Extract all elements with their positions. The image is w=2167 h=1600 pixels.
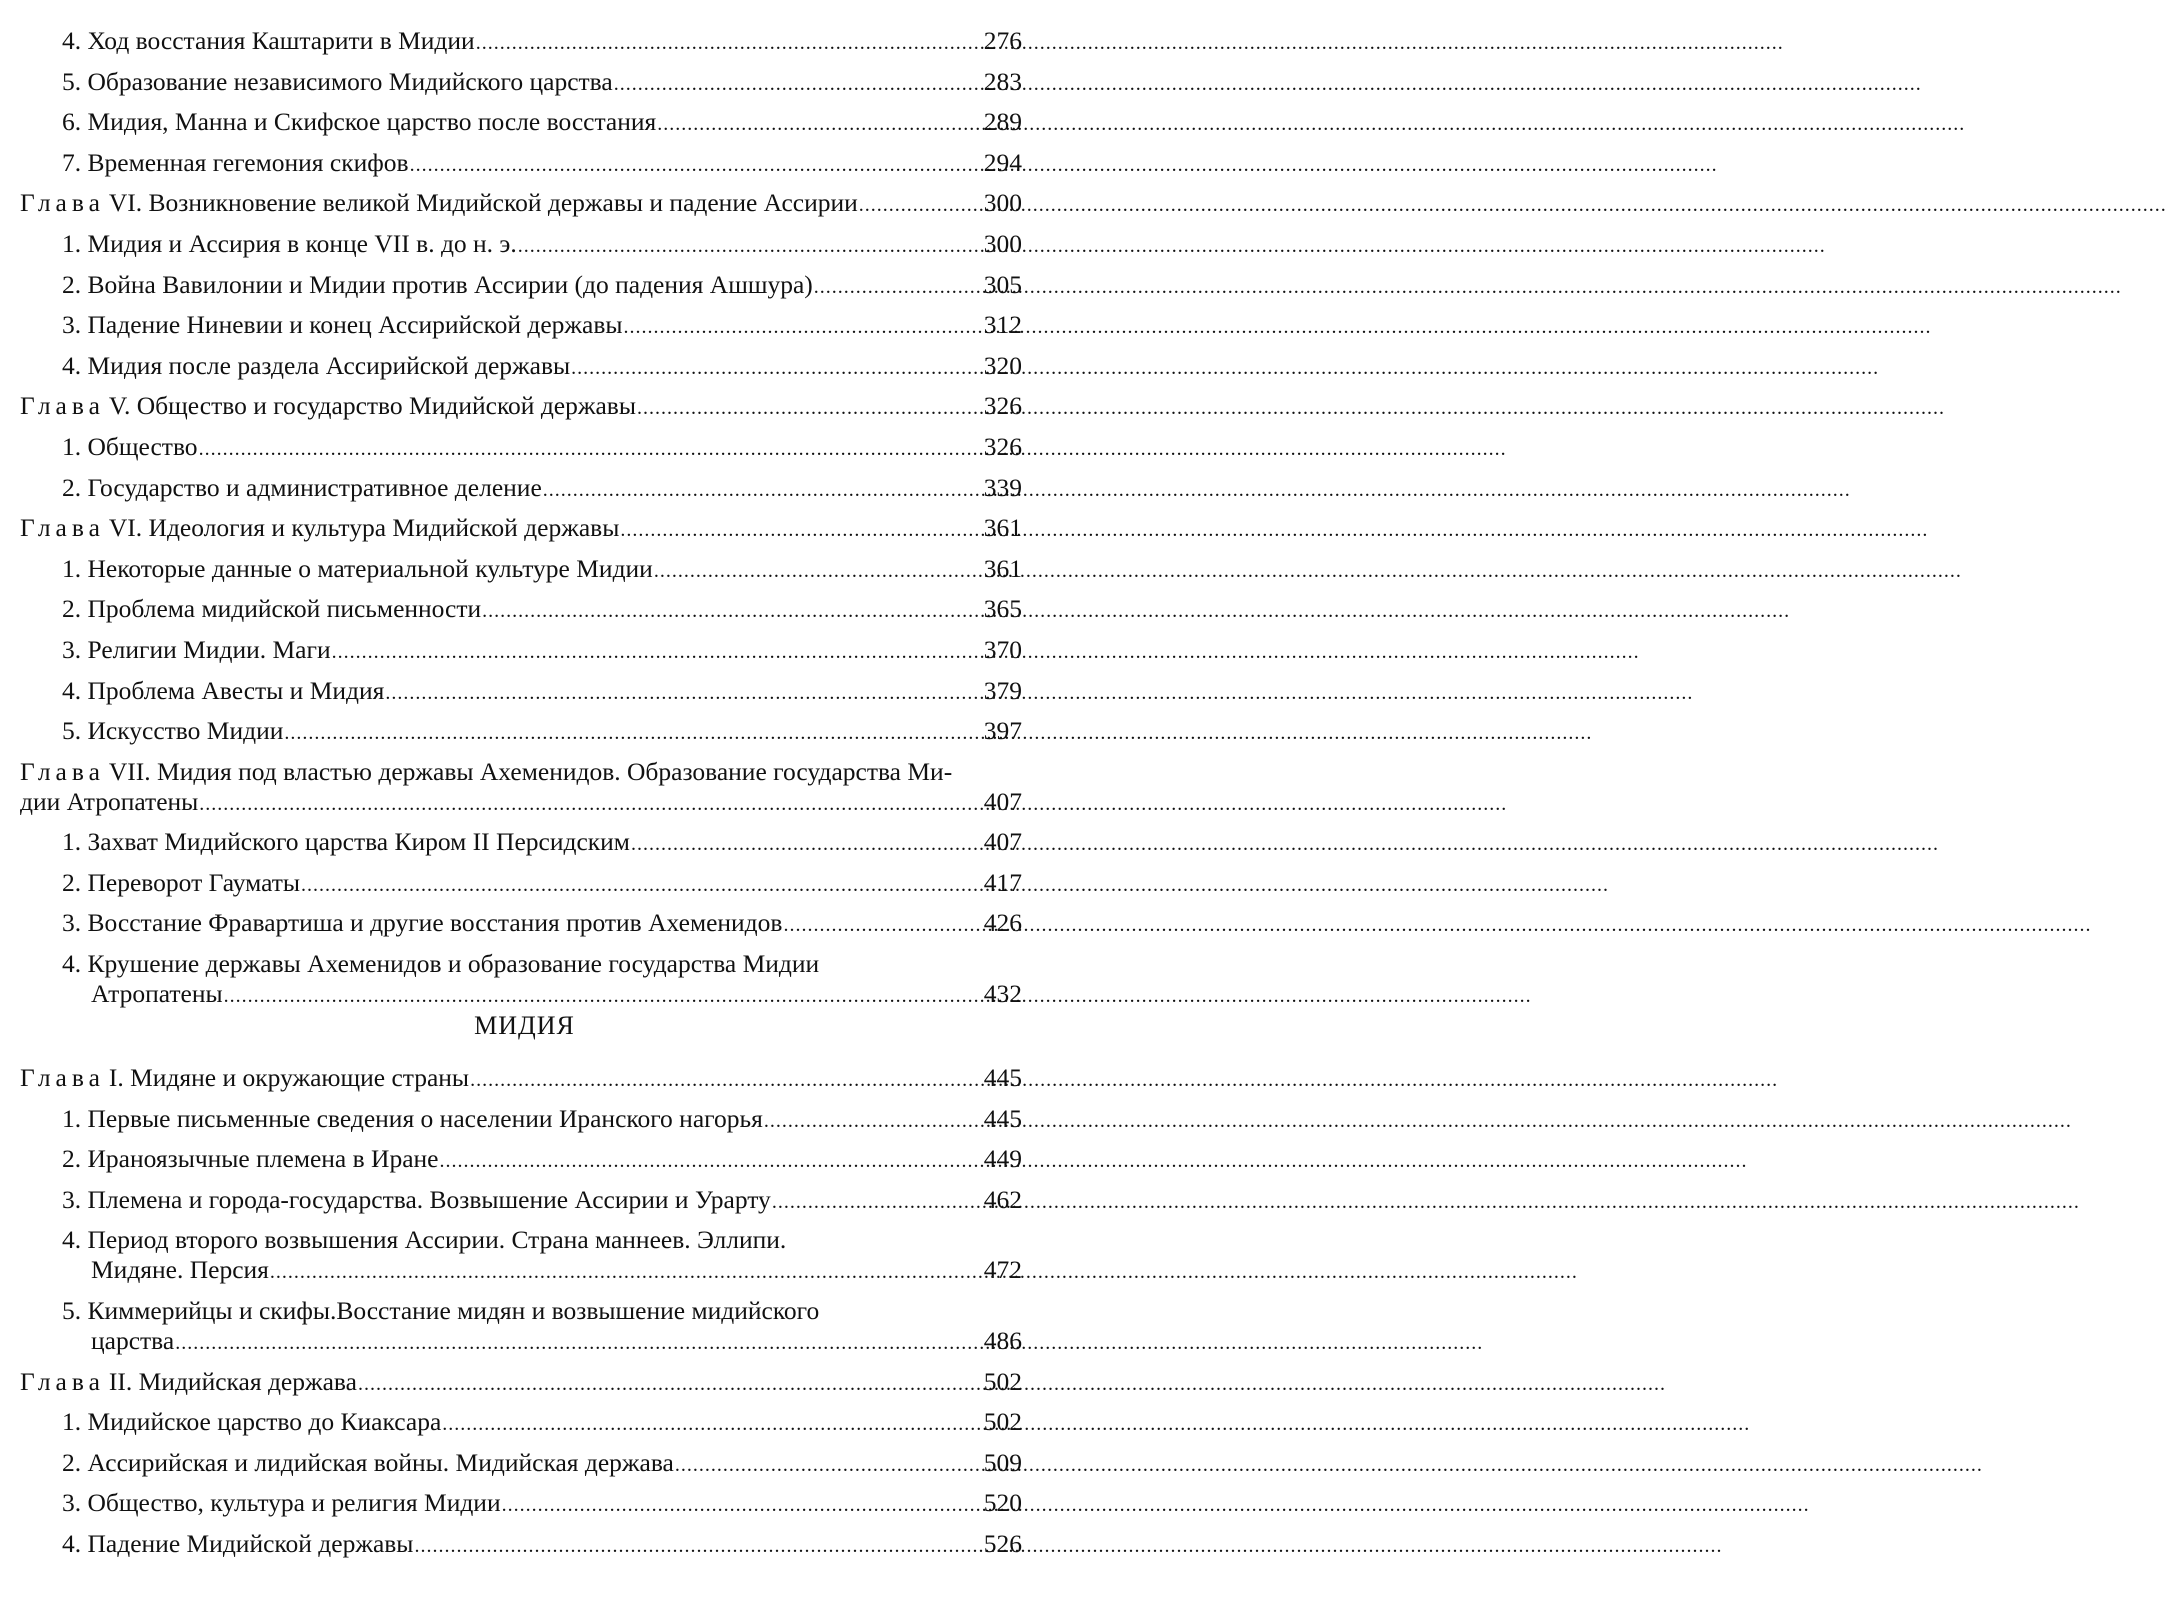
toc-entry-first-line [62, 949, 1022, 979]
toc-entry-title [20, 513, 619, 543]
toc-entry-line [62, 1448, 1022, 1480]
dot-leader [772, 1185, 983, 1217]
toc-entry-line [20, 391, 1022, 423]
toc-section-entry [20, 594, 1022, 626]
toc-entry-title-part: 4. Период второго возвышения Ассирии. Страна маннеев. Эллипи. [62, 1225, 787, 1255]
part-heading: МИДИЯ [474, 1011, 575, 1040]
toc-entry-title [62, 67, 613, 97]
toc-entry-line [62, 868, 1022, 900]
toc-entry-title [62, 432, 198, 462]
toc-entry-text: 1. Первые письменные сведения о населении Иранского нагорья [62, 1103, 763, 1133]
toc-entry-line [62, 1144, 1022, 1176]
toc-entry-title [62, 1144, 438, 1174]
toc-entry-text: 5. Образование независимого Мидийского царства [62, 66, 613, 96]
toc-entry-title [62, 351, 570, 381]
toc-entry-text: 3. Восстание Фравартиша и другие восстания против Ахеменидов [62, 908, 783, 938]
toc-entry-text: дии Атропатены [20, 786, 199, 816]
toc-entry-text: 2. Война Вавилонии и Мидии против Ассирии (до падения Ашшура) [62, 269, 813, 299]
toc-section-entry [20, 473, 1022, 505]
toc-entry-line [62, 67, 1022, 99]
toc-chapter-entry [20, 188, 1022, 220]
toc-entry-line [62, 229, 1022, 261]
toc-entry-line [62, 270, 1022, 302]
toc-entry-line [20, 1063, 1022, 1095]
page-number: 407 [983, 786, 1022, 816]
toc-entry-text: 3. Религии Мидии. Маги [62, 634, 331, 664]
toc-entry-title [62, 1448, 674, 1478]
toc-entry-title [62, 107, 656, 137]
dot-leader [270, 1255, 983, 1287]
page-number: 361 [983, 553, 1022, 583]
toc-section-entry [20, 26, 1022, 58]
toc-entry-title [20, 787, 198, 817]
dot-leader [470, 1063, 983, 1095]
toc-entry-first-line [62, 1225, 1022, 1255]
chapter-label: Глава [20, 756, 105, 786]
toc-section-entry [20, 351, 1022, 383]
toc-entry-line [62, 716, 1022, 748]
dot-leader [476, 26, 983, 58]
dot-leader [764, 1104, 983, 1136]
dot-leader [410, 148, 983, 180]
toc-entry-text: 3. Падение Ниневии и конец Ассирийской державы [62, 310, 623, 340]
dot-leader [358, 1367, 983, 1399]
dot-leader [571, 351, 983, 383]
page-number: 320 [983, 350, 1022, 380]
toc-entry-title [62, 1529, 413, 1559]
toc-entry-line [62, 1185, 1022, 1217]
page-number: 370 [983, 634, 1022, 664]
toc-section-entry [20, 868, 1022, 900]
page-number: 326 [983, 391, 1022, 421]
toc-entry-title [62, 1488, 501, 1518]
toc-entry-title [62, 908, 782, 938]
toc-entry-line [62, 1255, 1022, 1287]
dot-leader [482, 594, 983, 626]
chapter-label: Глава [20, 1366, 105, 1396]
page-number: 289 [983, 107, 1022, 137]
toc-entry-text: 7. Временная гегемония скифов [62, 147, 409, 177]
page-number: 445 [983, 1103, 1022, 1133]
toc-entry-first-line [20, 757, 1022, 787]
toc-entry-title [62, 1255, 269, 1285]
toc-entry-title [20, 188, 858, 218]
toc-entry-text: 3. Племена и города-государства. Возвышение Ассирии и Урарту [62, 1184, 771, 1214]
page-number: 486 [983, 1325, 1022, 1355]
toc-section-entry [20, 1144, 1022, 1176]
toc-entry-text: 3. Общество, культура и религия Мидии [62, 1488, 501, 1518]
page-number: 339 [983, 472, 1022, 502]
toc-entry-text: Атропатены [91, 979, 223, 1009]
toc-section-entry [20, 1407, 1022, 1439]
page-number: 462 [983, 1184, 1022, 1214]
toc-entry-line [20, 787, 1022, 819]
page-number: 426 [983, 908, 1022, 938]
toc-section-entry [20, 229, 1022, 261]
toc-section-entry [20, 67, 1022, 99]
chapter-label: Глава [20, 188, 105, 218]
toc-section-entry [20, 107, 1022, 139]
toc-entry-title [62, 676, 384, 706]
toc-entry-title [20, 391, 636, 421]
page-number: 417 [983, 867, 1022, 897]
page-number: 326 [983, 431, 1022, 461]
dot-leader [631, 827, 983, 859]
page-number: 305 [983, 269, 1022, 299]
toc-section-entry [20, 1448, 1022, 1480]
toc-entry-title [20, 1367, 357, 1397]
toc-section-entry [20, 635, 1022, 667]
dot-leader [675, 1448, 983, 1480]
toc-entry-text: I. Мидяне и окружающие страны [108, 1063, 470, 1092]
dot-leader [301, 868, 983, 900]
page-number: 300 [983, 188, 1022, 218]
toc-entry-title [62, 473, 542, 503]
toc-section-entry [20, 432, 1022, 464]
dot-leader [654, 554, 983, 586]
toc-entry-title [62, 1185, 771, 1215]
toc-entry-text: 2. Проблема мидийской письменности [62, 594, 482, 624]
toc-section-entry [20, 1529, 1022, 1561]
dot-leader [332, 635, 983, 667]
toc-entry-line [62, 473, 1022, 505]
page-number: 472 [983, 1255, 1022, 1285]
toc-entry-line [62, 107, 1022, 139]
dot-leader [414, 1529, 982, 1561]
dot-leader [442, 1407, 982, 1439]
toc-entry-text: VI. Идеология и культура Мидийской державы [108, 513, 620, 543]
dot-leader [543, 473, 983, 505]
toc-chapter-entry [20, 1063, 1022, 1095]
toc-entry-title [62, 635, 331, 665]
toc-section-entry [20, 949, 1022, 1011]
toc-page [0, 0, 1049, 1600]
toc-section-entry [20, 716, 1022, 748]
toc-chapter-entry [20, 1367, 1022, 1399]
toc-entry-text: 2. Ираноязычные племена в Иране [62, 1144, 439, 1174]
dot-leader [224, 979, 983, 1011]
toc-entry-line [62, 554, 1022, 586]
toc-section-entry [20, 1104, 1022, 1136]
toc-block-1 [20, 26, 1022, 1020]
page-number: 312 [983, 310, 1022, 340]
toc-chapter-entry [20, 757, 1022, 819]
toc-entry-title [62, 1104, 763, 1134]
toc-entry-text: Мидяне. Персия [91, 1255, 269, 1285]
toc-entry-title-part: VII. Мидия под властью державы Ахеменидов. Образование государства Ми- [108, 756, 953, 786]
toc-section-entry [20, 676, 1022, 708]
toc-entry-text: 1. Захват Мидийского царства Киром II Персидским [62, 827, 630, 857]
page-number: 379 [983, 675, 1022, 705]
dot-leader [657, 107, 982, 139]
toc-entry-text: 6. Мидия, Манна и Скифское царство после восстания [62, 107, 657, 137]
toc-entry-line [62, 432, 1022, 464]
toc-section-entry [20, 148, 1022, 180]
dot-leader [814, 270, 983, 302]
toc-entry-text: 1. Мидия и Ассирия в конце VII в. до н. э. [62, 228, 517, 258]
toc-entry-first-line [62, 1296, 1022, 1326]
toc-entry-text: 1. Общество [62, 431, 198, 461]
toc-entry-line [62, 676, 1022, 708]
toc-entry-line [20, 1367, 1022, 1399]
page-number: 283 [983, 66, 1022, 96]
page-number: 509 [983, 1447, 1022, 1477]
dot-leader [859, 188, 983, 220]
toc-entry-title [62, 594, 481, 624]
page-number: 407 [983, 827, 1022, 857]
toc-entry-title [62, 310, 623, 340]
toc-entry-text: V. Общество и государство Мидийской державы [108, 391, 636, 421]
toc-entry-title [62, 1326, 174, 1356]
toc-entry-line [62, 1326, 1022, 1358]
dot-leader [175, 1326, 983, 1358]
toc-section-entry [20, 1488, 1022, 1520]
toc-entry-line [62, 635, 1022, 667]
toc-entry-title [62, 26, 475, 56]
page-number: 432 [983, 979, 1022, 1009]
page-number: 445 [983, 1063, 1022, 1092]
toc-section-entry [20, 1225, 1022, 1287]
toc-entry-line [62, 26, 1022, 58]
page-number: 520 [983, 1488, 1022, 1518]
toc-chapter-entry [20, 391, 1022, 423]
toc-entry-text: 4. Мидия после раздела Ассирийской державы [62, 350, 571, 380]
toc-entry-line [62, 1407, 1022, 1439]
toc-entry-title [62, 229, 517, 259]
toc-entry-text: 1. Мидийское царство до Киаксара [62, 1407, 442, 1437]
dot-leader [439, 1144, 982, 1176]
toc-entry-text: VI. Возникновение великой Мидийской державы и падение Ассирии [108, 188, 858, 218]
dot-leader [199, 432, 983, 464]
toc-section-entry [20, 908, 1022, 940]
dot-leader [502, 1488, 983, 1520]
toc-entry-line [62, 1488, 1022, 1520]
toc-entry-text: 4. Проблема Авесты и Мидия [62, 675, 385, 705]
toc-entry-line [62, 979, 1022, 1011]
toc-entry-title [62, 716, 283, 746]
toc-entry-title [20, 1063, 469, 1093]
dot-leader [199, 787, 982, 819]
dot-leader [284, 716, 982, 748]
toc-chapter-entry [20, 513, 1022, 545]
page-number: 294 [983, 147, 1022, 177]
chapter-label: Глава [20, 391, 105, 421]
dot-leader [783, 908, 982, 940]
toc-section-entry [20, 1296, 1022, 1358]
chapter-label: Глава [20, 513, 105, 543]
toc-entry-line [62, 148, 1022, 180]
chapter-label: Глава [20, 1063, 105, 1092]
toc-entry-line [62, 908, 1022, 940]
page-number: 276 [983, 26, 1022, 55]
toc-section-entry [20, 827, 1022, 859]
toc-entry-text: 2. Ассирийская и лидийская войны. Мидийская держава [62, 1447, 674, 1477]
page-number: 449 [983, 1144, 1022, 1174]
page-number: 502 [983, 1366, 1022, 1396]
page-number: 526 [983, 1528, 1022, 1558]
toc-entry-line [62, 351, 1022, 383]
toc-entry-title [62, 554, 653, 584]
dot-leader [518, 229, 983, 261]
toc-entry-line [62, 1529, 1022, 1561]
page-number: 397 [983, 716, 1022, 746]
toc-section-entry [20, 1185, 1022, 1217]
toc-entry-title [62, 1407, 441, 1437]
dot-leader [614, 67, 983, 99]
page-number: 365 [983, 594, 1022, 624]
toc-entry-text: 4. Ход восстания Каштарити в Мидии [62, 26, 475, 55]
toc-section-entry [20, 270, 1022, 302]
toc-entry-line [62, 1104, 1022, 1136]
toc-entry-text: 2. Переворот Гауматы [62, 867, 301, 897]
toc-entry-text: царства [91, 1325, 175, 1355]
page-number: 502 [983, 1407, 1022, 1437]
toc-entry-line [20, 188, 1022, 220]
toc-entry-title [62, 868, 300, 898]
toc-entry-line [20, 513, 1022, 545]
toc-entry-text: 5. Искусство Мидии [62, 716, 284, 746]
toc-entry-line [62, 310, 1022, 342]
toc-section-entry [20, 554, 1022, 586]
dot-leader [624, 310, 983, 342]
toc-entry-text: II. Мидийская держава [108, 1366, 357, 1396]
toc-entry-title [62, 979, 223, 1009]
toc-section-entry [20, 310, 1022, 342]
toc-entry-title-part: 5. Киммерийцы и скифы.Восстание мидян и возвышение мидийского [62, 1295, 820, 1325]
dot-leader [385, 676, 982, 708]
page-number: 300 [983, 228, 1022, 258]
toc-entry-line [62, 594, 1022, 626]
page-number: 361 [983, 513, 1022, 543]
toc-entry-title [62, 827, 630, 857]
toc-entry-text: 1. Некоторые данные о материальной культуре Мидии [62, 553, 653, 583]
toc-entry-title [62, 148, 409, 178]
toc-entry-line [62, 827, 1022, 859]
dot-leader [637, 391, 983, 423]
toc-entry-title-part: 4. Крушение державы Ахеменидов и образование государства Мидии [62, 949, 820, 979]
toc-entry-text: 4. Падение Мидийской державы [62, 1528, 414, 1558]
dot-leader [620, 513, 982, 545]
toc-entry-text: 2. Государство и административное деление [62, 472, 542, 502]
toc-entry-title [62, 270, 813, 300]
toc-block-2 [20, 1063, 1022, 1570]
